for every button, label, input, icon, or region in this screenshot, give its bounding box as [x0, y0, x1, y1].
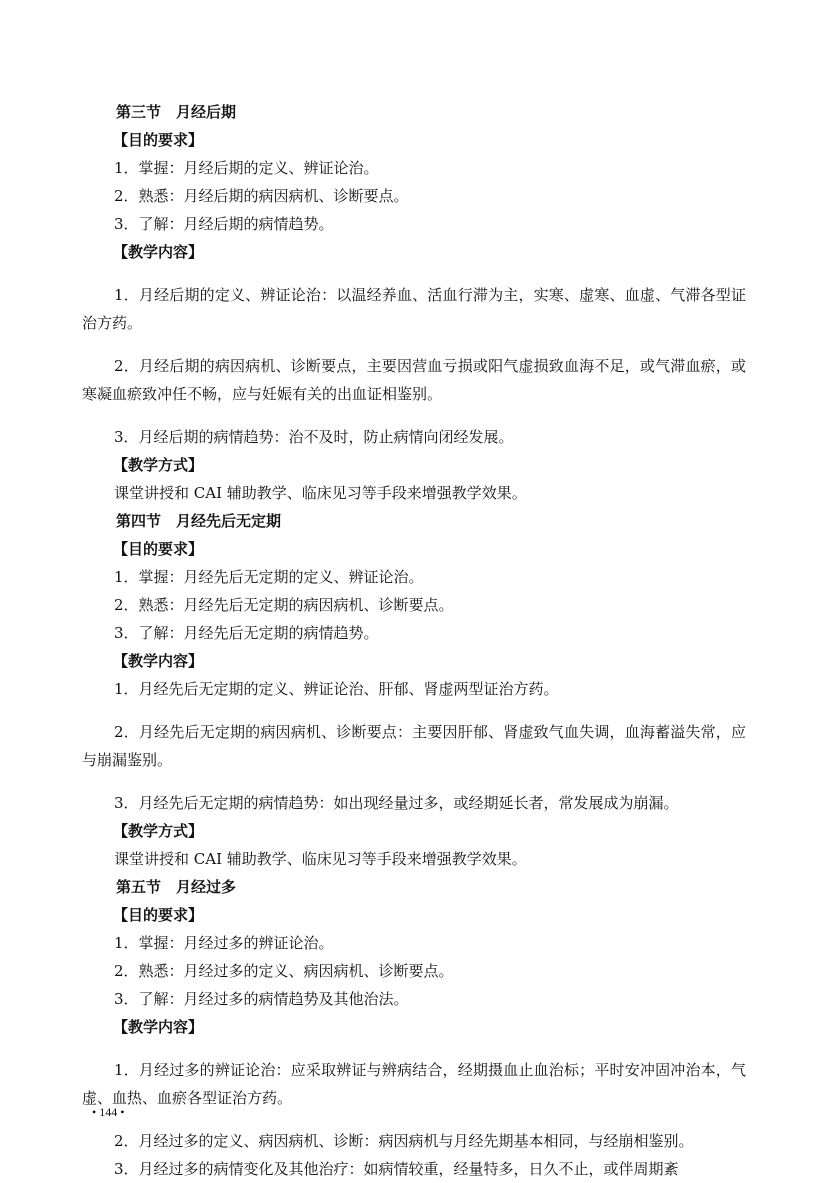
section-4-content-2: 2．月经先后无定期的病因病机、诊断要点：主要因肝郁、肾虚致气血失调，血海蓄溢失常，应与崩漏鉴别。 — [82, 723, 746, 769]
section-5-content-3: 3．月经过多的病情变化及其他治疗：如病情较重，经量特多，日久不止，或伴周期紊 — [114, 1160, 679, 1178]
section-3-content-2: 2．月经后期的病因病机、诊断要点，主要因营血亏损或阳气虚损致血海不足，或气滞血瘀，或寒凝血瘀致冲任不畅，应与妊娠有关的出血证相鉴别。 — [82, 357, 746, 403]
section-4-title: 第四节 月经先后无定期 — [116, 512, 282, 530]
page-number: • 144 • — [92, 1105, 125, 1119]
section-4-content-1: 1．月经先后无定期的定义、辨证论治、肝郁、肾虚两型证治方药。 — [114, 680, 559, 698]
section-4-content-heading: 【教学内容】 — [113, 652, 204, 670]
section-4-objective-1: 1．掌握：月经先后无定期的定义、辨证论治。 — [114, 568, 424, 586]
section-4-objectives-heading: 【目的要求】 — [113, 540, 204, 558]
section-3-objective-3: 3．了解：月经后期的病情趋势。 — [114, 215, 334, 233]
section-4-method-text: 课堂讲授和 CAI 辅助教学、临床见习等手段来增强教学效果。 — [114, 850, 527, 868]
section-5-content-heading: 【教学内容】 — [113, 1018, 204, 1036]
section-4-content-3: 3．月经先后无定期的病情趋势：如出现经量过多，或经期延长者，常发展成为崩漏。 — [114, 794, 679, 812]
section-3-content-heading: 【教学内容】 — [113, 243, 204, 261]
section-3-objective-1: 1．掌握：月经后期的定义、辨证论治。 — [114, 159, 379, 177]
section-4-objective-3: 3．了解：月经先后无定期的病情趋势。 — [114, 624, 379, 642]
section-3-objectives-heading: 【目的要求】 — [113, 131, 204, 149]
page-body — [82, 98, 746, 1183]
section-5-objective-1: 1．掌握：月经过多的辨证论治。 — [114, 934, 334, 952]
section-3-objective-2: 2．熟悉：月经后期的病因病机、诊断要点。 — [114, 187, 409, 205]
section-3-content-1: 1．月经后期的定义、辨证论治：以温经养血、活血行滞为主，实寒、虚寒、血虚、气滞各型证治方药。 — [82, 286, 746, 332]
section-3-method-heading: 【教学方式】 — [113, 456, 204, 474]
section-4-objective-2: 2．熟悉：月经先后无定期的病因病机、诊断要点。 — [114, 596, 454, 614]
section-5-objective-2: 2．熟悉：月经过多的定义、病因病机、诊断要点。 — [114, 962, 454, 980]
section-3-method-text: 课堂讲授和 CAI 辅助教学、临床见习等手段来增强教学效果。 — [114, 484, 527, 502]
section-3-content-3: 3．月经后期的病情趋势：治不及时，防止病情向闭经发展。 — [114, 428, 514, 446]
section-4-method-heading: 【教学方式】 — [113, 822, 204, 840]
section-5-objective-3: 3．了解：月经过多的病情趋势及其他治法。 — [114, 990, 409, 1008]
section-3-title: 第三节 月经后期 — [116, 103, 237, 121]
section-5-content-2: 2．月经过多的定义、病因病机、诊断：病因病机与月经先期基本相同，与经崩相鉴别。 — [114, 1132, 694, 1150]
section-5-title: 第五节 月经过多 — [116, 878, 237, 896]
section-5-objectives-heading: 【目的要求】 — [113, 906, 204, 924]
section-5-content-1: 1．月经过多的辨证论治：应采取辨证与辨病结合，经期摄血止血治标；平时安冲固冲治本，气虚、血热、血瘀各型证治方药。 — [82, 1061, 746, 1107]
